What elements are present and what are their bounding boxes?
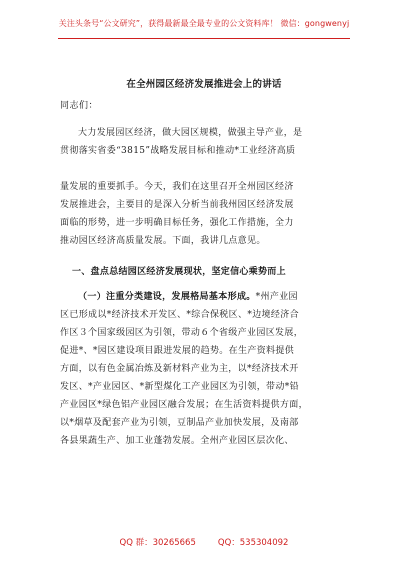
paragraph-2 <box>60 178 350 250</box>
paragraph-2-line: 面临的形势，进一步明确目标任务，强化工作措施，全力 <box>60 218 294 228</box>
paragraph-3-line: 促进*、*园区建设项目跟进发展的趋势。在生产资料提供 <box>60 346 295 356</box>
paragraph-1-line: 大力发展园区经济，做大园区规模，做强主导产业，是 <box>78 128 303 138</box>
salutation: 同志们： <box>60 101 99 111</box>
paragraph-3 <box>60 288 350 450</box>
document-title: 在全州园区经济发展推进会上的讲话 <box>126 79 282 90</box>
paragraph-3-line: 各县果蔬生产、加工业蓬勃发展。全州产业园区层次化、 <box>60 436 294 446</box>
paragraph-3-line: 作区３个国家级园区为引领，带动６个省级产业园区发展， <box>60 328 304 338</box>
paragraph-3-line: 发区、*产业园区、*新型煤化工产业园区为引领，带动*铅 <box>60 382 299 392</box>
paragraph-2-line: 推动园区经济高质量发展。下面，我讲几点意见。 <box>60 236 266 246</box>
paragraph-3-first-line <box>60 288 350 306</box>
header-divider <box>58 38 350 39</box>
footer-qq: QQ：535304092 <box>217 538 289 548</box>
paragraph-3-line: 方面，以有色金属冶炼及新材料产业为主，以*经济技术开 <box>60 364 299 374</box>
footer-contact <box>0 536 408 548</box>
paragraph-2-line: 发展推进会，主要目的是深入分析当前我州园区经济发展 <box>60 200 294 210</box>
paragraph-3-line: 区已形成以*经济技术开发区、*综合保税区、*边境经济合 <box>60 310 299 320</box>
paragraph-2-line: 量发展的重要抓手。今天，我们在这里召开全州园区经济 <box>60 182 294 192</box>
paragraph-1-line: 贯彻落实省委“3815”战略发展目标和推动*工业经济高质 <box>60 146 296 156</box>
paragraph-3-line: 以*烟草及配套产业为引领，豆制品产业加快发展，及南部 <box>60 418 299 428</box>
subsection-1-heading: （一）注重分类建设，发展格局基本形成。 <box>78 292 256 302</box>
paragraph-3-line: 产业园区*绿色铝产业园区融合发展；在生活资料提供方面， <box>60 400 308 410</box>
footer-qq-group: QQ 群：30265665 <box>119 538 196 548</box>
header-banner: 关注头条号“公文研究”，获得最新最全最专业的公文资料库！ 微信：gongwenyj <box>58 19 350 28</box>
section-1-heading: 一、盘点总结园区经济发展现状，坚定信心乘势而上 <box>72 267 286 277</box>
paragraph-1 <box>60 124 350 160</box>
paragraph-3-lead-rest: *州产业园 <box>255 292 298 302</box>
